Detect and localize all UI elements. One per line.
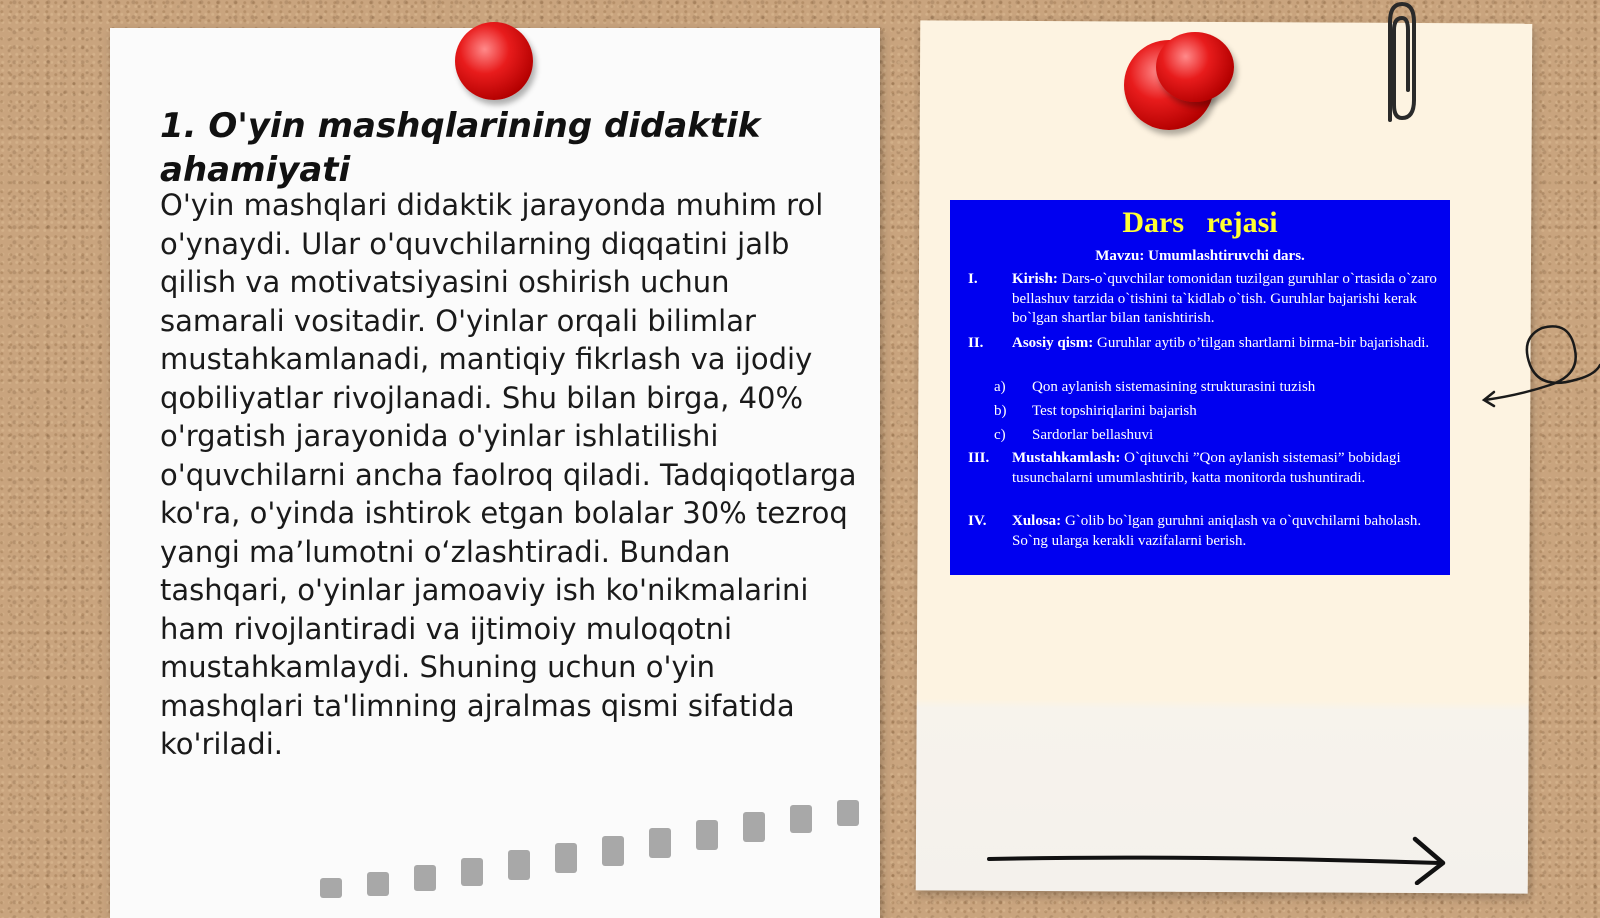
plan-item-text: G`olib bo`lgan guruhni aniqlash va o`quvchilarni baholash. So`ng ularga kerakli vazifalarni berish. <box>1012 513 1422 549</box>
doodle-swirl-arrow <box>1480 310 1600 410</box>
plan-item-intro <box>968 270 1440 329</box>
plan-item-number: IV. <box>968 513 987 529</box>
plan-item-label: Mustahkamlash: <box>1012 450 1121 466</box>
paperclip-icon <box>1372 0 1422 130</box>
plan-subitem <box>994 378 1434 397</box>
plan-item-reinforce <box>968 449 1440 488</box>
plan-subitem <box>994 426 1434 445</box>
note-heading: 1. O'yin mashqlarining didaktik ahamiyati <box>160 106 761 190</box>
arrow-right-icon <box>985 835 1455 885</box>
plan-item-label: Xulosa: <box>1012 513 1062 529</box>
lesson-plan-image <box>950 200 1450 575</box>
torn-paper-tabs <box>310 800 880 900</box>
red-pushpin-left <box>455 22 533 100</box>
plan-subitem-text: Sardorlar bellashuvi <box>1032 427 1154 443</box>
plan-item-main <box>968 334 1440 354</box>
plan-item-text: O`qituvchi ”Qon aylanish sistemasi” bobidagi tusunchalarni umumlashtirib, katta monitorda tushuntiradi. <box>1012 450 1401 486</box>
plan-subitem-text: Test topshiriqlarini bajarish <box>1032 403 1197 419</box>
plan-item-text: Guruhlar aytib o’tilgan shartlarni birma-bir bajarishadi. <box>1093 335 1430 351</box>
plan-item-number: III. <box>968 450 990 466</box>
plan-subitem-letter: c) <box>994 427 1006 443</box>
plan-subitem-letter: b) <box>994 403 1007 419</box>
plan-item-conclusion <box>968 512 1440 551</box>
plan-title: Dars rejasi <box>1122 206 1278 239</box>
plan-item-label: Kirish: <box>1012 271 1058 287</box>
plan-subitem-letter: a) <box>994 379 1006 395</box>
red-pushpin-right-top <box>1156 32 1234 102</box>
plan-subitem <box>994 402 1434 421</box>
plan-item-number: II. <box>968 335 984 351</box>
plan-subtitle: Mavzu: Umumlashtiruvchi dars. <box>1095 248 1305 264</box>
plan-subitem-text: Qon aylanish sistemasining strukturasini tuzish <box>1032 379 1316 395</box>
note-body-text: O'yin mashqlari didaktik jarayonda muhim rol o'ynaydi. Ular o'quvchilarning diqqatini jalb qilish va motivatsiyasini oshirish uchun samarali vositadir. O'yinlar orqali bilimlar mustahkamlanadi, mantiqiy fikrlash va ijodiy qobiliyatlar rivojlanadi. Shu bilan birga, 40% o'rgatish jarayonida o'yinlar ishlatilishi o'quvchilarni ancha faolroq qiladi. Tadqiqotlarga ko'ra, o'yinda ishtirok etgan bolalar 30% tezroq yangi ma’lumotni o‘zlashtiradi. Bundan tashqari, o'yinlar jamoaviy ish ko'nikmalarini ham rivojlantiradi va ijtimoiy muloqotni mustahkamlaydi. Shuning uchun o'yin mashqlari ta'limning ajralmas qismi sifatida ko'riladi. <box>160 188 857 761</box>
plan-item-number: I. <box>968 271 978 287</box>
plan-item-text: Dars-o`quvchilar tomonidan tuzilgan guruhlar o`rtasida o`zaro bellashuv tarzida o`tishini ta`kidlab o`tish. Guruhlar bajarishi kerak bo`lgan shartlar bilan tanishtirish. <box>1012 271 1437 326</box>
plan-item-label: Asosiy qism: <box>1012 335 1094 351</box>
